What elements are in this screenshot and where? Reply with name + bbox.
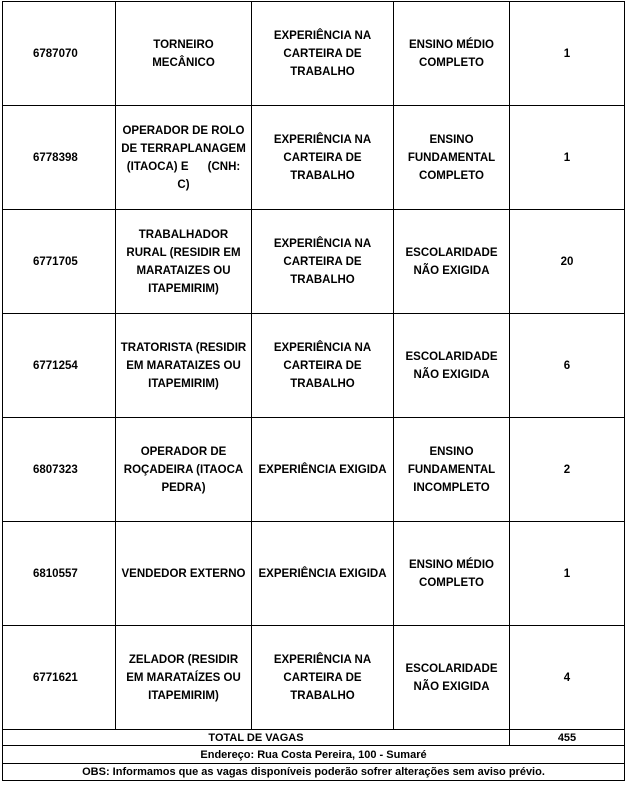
job-title-line: ZELADOR (RESIDIR [128,653,239,666]
job-title-line: (ITAOCA) E (CNH: [126,160,241,173]
job-experience [252,418,394,522]
total-row [3,730,625,746]
job-education-line: ENSINO [429,133,474,146]
job-code-line: 6771254 [33,359,78,372]
total-value: 455 [510,730,625,746]
job-code [3,210,116,314]
address-row [3,746,625,764]
job-education-line: FUNDAMENTAL [407,463,496,476]
job-openings-line: 6 [563,359,571,372]
job-openings-line: 2 [563,463,571,476]
job-title-line: OPERADOR DE [140,445,227,458]
job-education-line: ESCOLARIDADE [405,350,498,363]
job-title-line: DE TERRAPLANAGEM [121,142,246,155]
job-experience [252,522,394,626]
address-text: Endereço: Rua Costa Pereira, 100 - Sumaré [3,746,625,764]
job-experience-line: CARTEIRA DE [283,255,362,268]
job-openings [510,106,625,210]
job-rows [3,2,625,730]
job-title-line: OPERADOR DE ROLO [122,124,245,137]
job-education-line: COMPLETO [419,576,484,589]
job-title [116,418,252,522]
job-experience-line: TRABALHO [290,273,355,286]
job-openings [510,626,625,730]
table-row [3,418,625,522]
job-experience [252,2,394,106]
job-code [3,522,116,626]
job-code [3,106,116,210]
job-openings [510,2,625,106]
job-openings [510,314,625,418]
job-title-line: TORNEIRO [153,38,214,51]
job-openings [510,418,625,522]
job-experience-line: EXPERIÊNCIA NA [273,29,372,42]
job-title [116,210,252,314]
job-title [116,314,252,418]
job-education-line: ENSINO MÉDIO [409,38,494,51]
obs-text: OBS: Informamos que as vagas disponíveis poderão sofrer alterações sem aviso prévio. [3,764,625,781]
table-row [3,106,625,210]
job-title-line: TRABALHADOR [138,228,229,241]
job-openings-line: 20 [560,255,574,268]
job-experience-line: CARTEIRA DE [283,47,362,60]
job-experience-line: TRABALHO [290,689,355,702]
job-experience-line: EXPERIÊNCIA NA [273,133,372,146]
job-education [394,522,510,626]
total-label: TOTAL DE VAGAS [3,730,510,746]
job-code-line: 6771621 [33,671,78,684]
table-row [3,2,625,106]
job-experience-line: CARTEIRA DE [283,151,362,164]
job-title-line: PEDRA) [161,481,206,494]
job-education-line: ESCOLARIDADE [405,246,498,259]
job-experience-line: TRABALHO [290,65,355,78]
job-title-line: ROÇADEIRA (ITAOCA [123,463,244,476]
job-education [394,418,510,522]
job-code [3,314,116,418]
job-code [3,2,116,106]
job-code-line: 6771705 [33,255,78,268]
job-title-line: RURAL (RESIDIR EM [126,246,241,259]
job-education [394,210,510,314]
job-code-line: 6778398 [33,151,78,164]
job-experience [252,314,394,418]
job-education-line: NÃO EXIGIDA [413,264,490,277]
job-experience-line: EXPERIÊNCIA NA [273,237,372,250]
job-education-line: COMPLETO [419,169,484,182]
job-education-line: NÃO EXIGIDA [413,680,490,693]
job-education [394,626,510,730]
job-experience-line: CARTEIRA DE [283,359,362,372]
job-education-line: NÃO EXIGIDA [413,368,490,381]
table-row [3,210,625,314]
job-code-line: 6787070 [33,47,78,60]
job-code [3,626,116,730]
job-code [3,418,116,522]
job-education [394,314,510,418]
job-education-line: ESCOLARIDADE [405,662,498,675]
job-title-line: ITAPEMIRIM) [148,282,219,295]
table-row [3,314,625,418]
job-title [116,522,252,626]
table-row [3,522,625,626]
job-openings [510,210,625,314]
job-education-line: ENSINO MÉDIO [409,558,494,571]
obs-row [3,764,625,781]
job-title [116,626,252,730]
job-openings-line: 1 [563,567,571,580]
job-openings-line: 1 [563,47,571,60]
job-experience-line: TRABALHO [290,169,355,182]
job-title-line: VENDEDOR EXTERNO [121,567,246,580]
job-experience-line: EXPERIÊNCIA NA [273,341,372,354]
job-title [116,106,252,210]
job-title-line: EM MARATAIZES OU [126,359,241,372]
job-title-line: ITAPEMIRIM) [148,377,219,390]
job-experience [252,106,394,210]
job-title-line: ITAPEMIRIM) [148,689,219,702]
job-code-line: 6807323 [33,463,78,476]
job-openings [510,522,625,626]
job-title-line: MARATAIZES OU [136,264,231,277]
job-title-line: TRATORISTA (RESIDIR [120,341,247,354]
job-education [394,106,510,210]
job-title-line: MECÂNICO [152,56,215,69]
job-education [394,2,510,106]
job-education-line: ENSINO [429,445,474,458]
table-row [3,626,625,730]
job-experience-line: EXPERIÊNCIA EXIGIDA [258,567,387,580]
job-experience-line: TRABALHO [290,377,355,390]
job-openings-table [2,1,625,781]
job-experience [252,626,394,730]
job-education-line: COMPLETO [419,56,484,69]
job-title-line: C) [177,178,190,191]
job-education-line: INCOMPLETO [413,481,490,494]
job-openings-line: 1 [563,151,571,164]
job-openings-line: 4 [563,671,571,684]
job-experience-line: CARTEIRA DE [283,671,362,684]
job-code-line: 6810557 [33,567,78,580]
job-experience-line: EXPERIÊNCIA EXIGIDA [258,463,387,476]
job-education-line: FUNDAMENTAL [407,151,496,164]
job-title-line: EM MARATAÍZES OU [126,671,241,684]
job-experience [252,210,394,314]
job-experience-line: EXPERIÊNCIA NA [273,653,372,666]
job-title [116,2,252,106]
